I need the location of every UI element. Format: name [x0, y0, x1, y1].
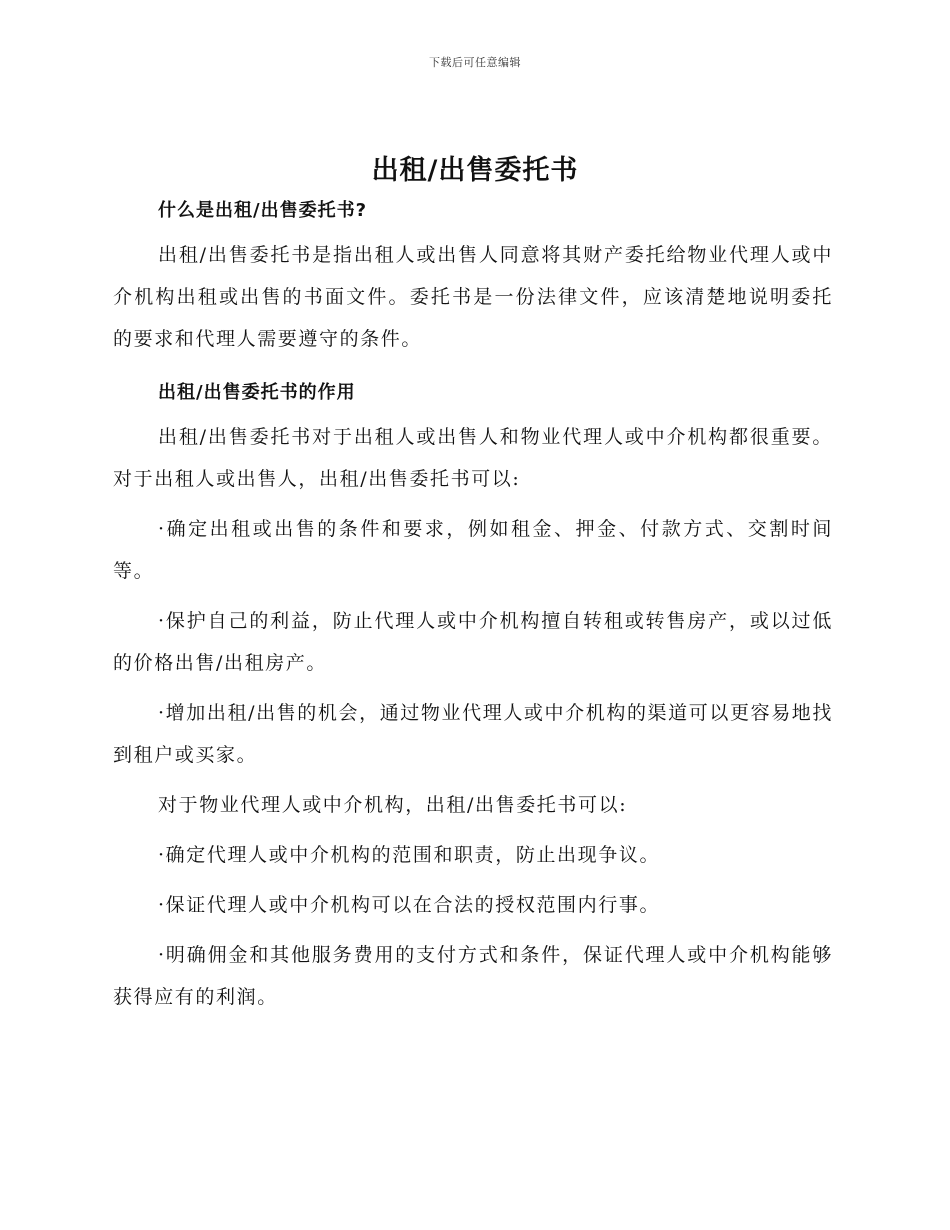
- owner-bullet-item: ·确定出租或出售的条件和要求，例如租金、押金、付款方式、交割时间等。: [113, 518, 833, 582]
- agent-bullet-item: ·保证代理人或中介机构可以在合法的授权范围内行事。: [158, 894, 661, 916]
- agent-bullet-item: ·确定代理人或中介机构的范围和职责，防止出现争议。: [158, 844, 661, 866]
- section-heading-role: 出租/出售委托书的作用: [158, 382, 356, 403]
- agent-bullet-item: ·明确佣金和其他服务费用的支付方式和条件，保证代理人或中介机构能够获得应有的利润。: [113, 944, 833, 1008]
- paragraph-owner-intro: 出租/出售委托书对于出租人或出售人和物业代理人或中介机构都很重要。对于出租人或出售人，出租/出售委托书可以:: [113, 426, 833, 490]
- paragraph-agent-intro: 对于物业代理人或中介机构，出租/出售委托书可以:: [158, 794, 628, 816]
- document-body: [113, 196, 833, 1026]
- owner-bullet-item: ·保护自己的利益，防止代理人或中介机构擅自转租或转售房产，或以过低的价格出售/出租房产。: [113, 610, 833, 674]
- section-heading-what: 什么是出租/出售委托书?: [158, 200, 368, 221]
- header-note: 下载后可任意编辑: [429, 56, 521, 69]
- document-title: 出租/出售委托书: [371, 155, 579, 186]
- paragraph-definition: 出租/出售委托书是指出租人或出售人同意将其财产委托给物业代理人或中介机构出租或出售的书面文件。委托书是一份法律文件，应该清楚地说明委托的要求和代理人需要遵守的条件。: [113, 244, 833, 350]
- owner-bullet-item: ·增加出租/出售的机会，通过物业代理人或中介机构的渠道可以更容易地找到租户或买家。: [113, 702, 833, 766]
